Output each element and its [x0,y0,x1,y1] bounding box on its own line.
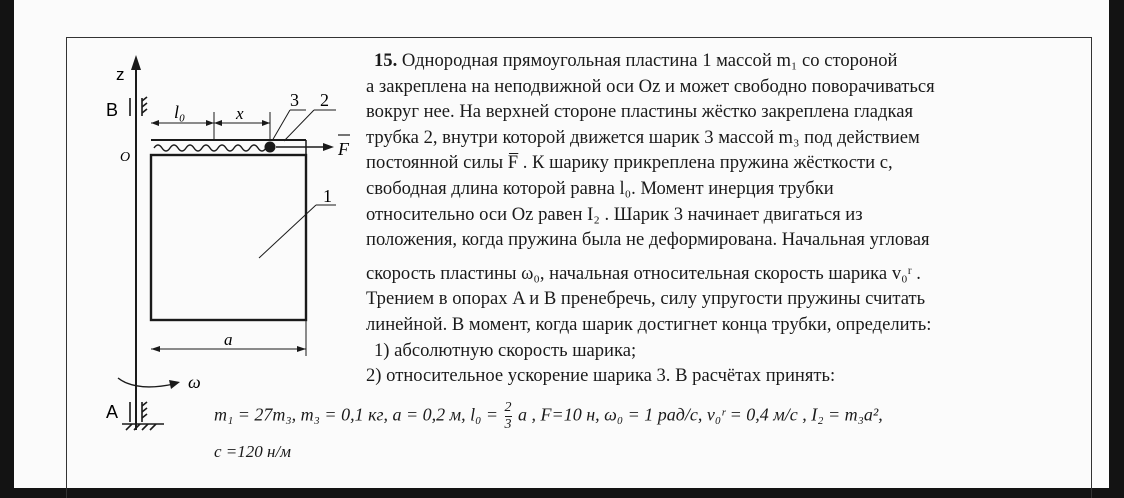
given-part-2: a , F=10 н, ω₀ = 1 рад/с, v₀ʳ = 0,4 м/с , I₂ = m₃a², [518,404,883,425]
label-b: B [106,100,119,120]
omega-arrowhead [169,380,180,389]
problem-text [366,48,1066,389]
fraction-two-thirds [505,400,512,433]
fraction-denominator: 3 [504,417,512,432]
leader-3 [272,110,290,141]
text-line-8: положения, когда пружина была не деформирована. Начальная угловая [366,229,930,251]
leader-2 [284,110,314,141]
text-line-7: относительно оси Oz равен I₂ . Шарик 3 начинает двигаться из [366,203,863,225]
bearing-b [130,97,147,116]
label-omega: ω [188,372,201,392]
label-2: 2 [320,90,329,110]
text-line-13: 2) относительное ускорение шарика 3. В расчётах принять: [366,365,836,387]
omega-arc [118,378,174,387]
arrowhead-l0-left [151,120,159,126]
label-f: F [338,139,349,159]
text-line-11: линейной. В момент, когда шарик достигнет конца трубки, определить: [366,313,932,335]
ball-3 [265,142,276,153]
arrowhead-l0-right [206,120,214,126]
text-line-2: a закреплена на неподвижной оси Oz и может свободно поворачиваться [366,75,935,97]
spring [154,145,266,151]
arrowhead-x-right [262,120,270,126]
label-a: a [224,330,233,349]
label-3: 3 [290,90,299,110]
text-line-12: 1) абсолютную скорость шарика; [374,339,637,361]
label-l0: l₀ [174,102,186,122]
force-f-arrowhead [323,143,334,151]
given-values [214,400,883,433]
spring-stiffness: c =120 н/м [214,442,292,461]
label-o: O [120,150,131,165]
leader-1 [259,205,316,258]
label-1: 1 [323,186,332,206]
arrowhead-x-left [214,120,222,126]
label-a-bearing: A [106,402,119,422]
text-line-5: постоянной силы F̅ . К шарику прикреплена пружина жёсткости c, [366,152,893,174]
arrowhead-a-left [151,346,160,352]
label-z: z [116,65,125,84]
z-axis-arrowhead [131,55,141,70]
plate-1 [151,155,306,320]
bearing-a [122,402,164,430]
text-line-1 [366,48,1066,74]
arrowhead-a-right [297,346,306,352]
text-line-10: Трением в опорах A и B пренебречь, силу упругости пружины считать [366,288,926,310]
text-line-9: скорость пластины ω₀, начальная относительная скорость шарика v₀ʳ . [366,262,921,284]
text-line-4: трубка 2, внутри которой движется шарик 3 массой m₃ под действием [366,126,920,148]
problem-number: 15. [374,50,398,71]
fraction-numerator: 2 [504,400,512,415]
text-line-3: вокруг нее. На верхней стороне пластины жёстко закреплена гладкая [366,101,914,123]
given-part-1: m₁ = 27m₃, m₃ = 0,1 кг, a = 0,2 м, l₀ = [214,404,499,425]
text-line-1-body: Однородная прямоугольная пластина 1 массой m₁ со стороной [401,50,898,71]
label-x: x [236,104,244,123]
document-page [14,0,1109,488]
text-line-6: свободная длина которой равна l₀. Момент инерция трубки [366,177,834,199]
